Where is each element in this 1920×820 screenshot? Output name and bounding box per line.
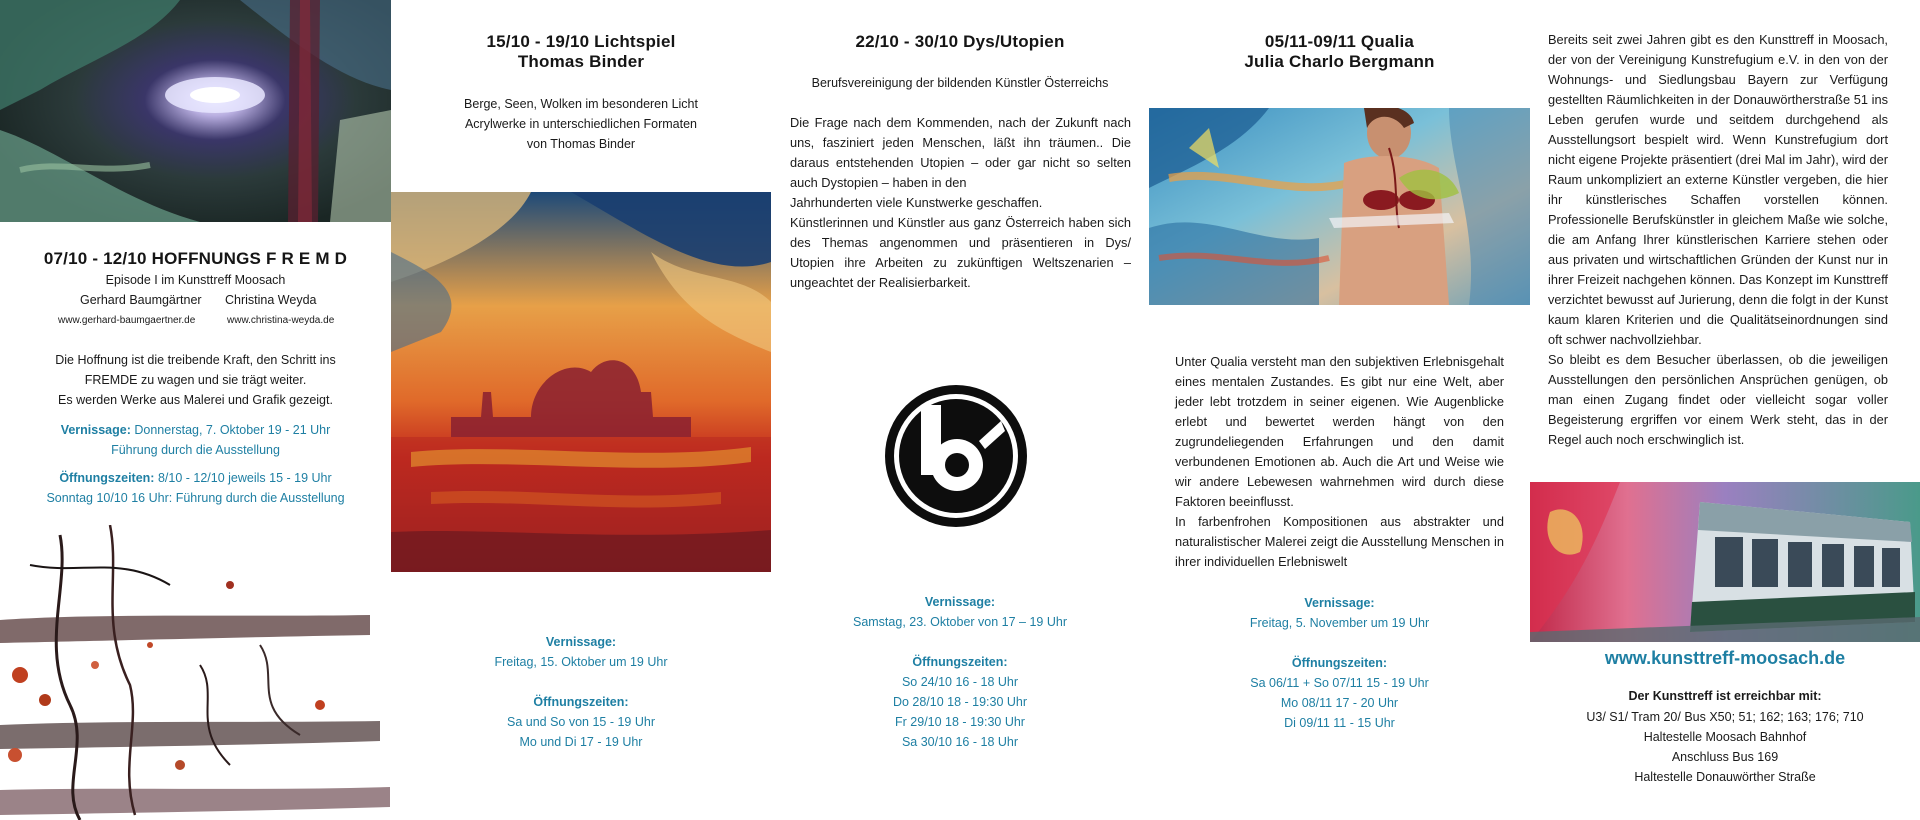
panel1-description-3: Es werden Werke aus Malerei und Grafik gezeigt. bbox=[58, 393, 333, 407]
panel1-oeffnung-label: Öffnungszeiten: bbox=[59, 471, 155, 485]
artwork-lichtspiel bbox=[391, 192, 771, 572]
panel1-vernissage-label: Vernissage: bbox=[60, 423, 131, 437]
panel3-body-1: Die Frage nach dem Kommenden, nach der Zukunft nach uns, fasziniert jeden Menschen, läßt ihn träumen.. Die daraus entstehenden Utopien – oder gar nicht so selten auch Dystopien – haben in den bbox=[790, 115, 1131, 190]
panel2-description-1: Berge, Seen, Wolken im besonderen Licht bbox=[464, 97, 698, 111]
panel4-body-2: In farbenfrohen Kompositionen aus abstrakter und naturalistischer Malerei zeigt die Ausstellung Menschen in ihrer individuellen Erlebniswelt bbox=[1175, 514, 1504, 569]
panel5-reach-2: Haltestelle Moosach Bahnhof bbox=[1643, 730, 1807, 744]
panel2-vernissage-label: Vernissage: bbox=[545, 635, 617, 649]
panel1-website-2[interactable]: www.christina-weyda.de bbox=[227, 315, 335, 326]
artwork-hoffnung-bottom bbox=[0, 525, 391, 820]
panel4-hours-2: Mo 08/11 17 - 20 Uhr bbox=[1280, 696, 1399, 710]
panel5-reach-1: U3/ S1/ Tram 20/ Bus X50; 51; 162; 163; 176; 710 bbox=[1586, 710, 1864, 724]
artwork-qualia bbox=[1149, 108, 1530, 305]
panel1-sonntag: Sonntag 10/10 16 Uhr: Führung durch die Ausstellung bbox=[46, 491, 345, 505]
panel1-description-2: FREMDE zu wagen und sie trägt weiter. bbox=[84, 373, 307, 387]
panel5-reach-3: Anschluss Bus 169 bbox=[1671, 750, 1779, 764]
panel5-body bbox=[1548, 30, 1888, 450]
panel1-vernissage bbox=[0, 420, 391, 440]
kunsttreff-logo-icon bbox=[883, 383, 1029, 529]
panel1-vernissage-text: Donnerstag, 7. Oktober 19 - 21 Uhr bbox=[134, 423, 331, 437]
panel1-description-1: Die Hoffnung ist die treibende Kraft, den Schritt ins bbox=[55, 353, 336, 367]
panel2-vernissage-text: Freitag, 15. Oktober um 19 Uhr bbox=[494, 655, 668, 669]
panel3-body-3: Künstlerinnen und Künstler aus ganz Österreich haben sich des Themas angenommen und präsentieren in Dys/ Utopien ihre Arbeiten zu zukünftigen Weltszenarien – ungeachtet der Realisierbarkeit. bbox=[790, 215, 1131, 290]
panel4-title-2: Julia Charlo Bergmann bbox=[1244, 52, 1435, 71]
panel1-oeffnungszeiten bbox=[0, 468, 391, 488]
panel2-oeffnung-label: Öffnungszeiten: bbox=[533, 695, 629, 709]
panel3-vernissage-text: Samstag, 23. Oktober von 17 – 19 Uhr bbox=[852, 615, 1067, 629]
artwork-hoffnung-top bbox=[0, 0, 391, 222]
panel4-vernissage-text: Freitag, 5. November um 19 Uhr bbox=[1249, 616, 1430, 630]
panel4-hours-3: Di 09/11 11 - 15 Uhr bbox=[1284, 716, 1395, 730]
panel3-oeffnung-label: Öffnungszeiten: bbox=[912, 655, 1008, 669]
panel3-title: 22/10 - 30/10 Dys/Utopien bbox=[855, 32, 1065, 51]
panel3-body bbox=[790, 113, 1131, 293]
panel3-vernissage-label: Vernissage: bbox=[924, 595, 996, 609]
panel3-hours-3: Fr 29/10 18 - 19:30 Uhr bbox=[895, 715, 1025, 729]
panel3-hours-1: So 24/10 16 - 18 Uhr bbox=[901, 675, 1019, 689]
artwork-tram bbox=[1530, 482, 1920, 642]
panel4-vernissage-label: Vernissage: bbox=[1304, 596, 1375, 610]
panel2-description-2: Acrylwerke in unterschiedlichen Formaten bbox=[464, 117, 698, 131]
panel3-hours-2: Do 28/10 18 - 19:30 Uhr bbox=[892, 695, 1028, 709]
panel2-hours-2: Mo und Di 17 - 19 Uhr bbox=[519, 735, 643, 749]
panel2-description-3: von Thomas Binder bbox=[526, 137, 636, 151]
panel4-hours-1: Sa 06/11 + So 07/11 15 - 19 Uhr bbox=[1250, 676, 1429, 690]
panel1-subtitle: Episode I im Kunsttreff Moosach bbox=[105, 273, 286, 287]
panel1-fuehrung: Führung durch die Ausstellung bbox=[111, 443, 280, 457]
panel2-title-1: 15/10 - 19/10 Lichtspiel bbox=[486, 32, 676, 51]
panel1-artist-1: Gerhard Baumgärtner bbox=[80, 293, 202, 307]
panel2-hours-1: Sa und So von 15 - 19 Uhr bbox=[506, 715, 655, 729]
kunsttreff-website-link[interactable]: www.kunsttreff-moosach.de bbox=[1604, 648, 1846, 668]
panel4-title-1: 05/11-09/11 Qualia bbox=[1264, 32, 1415, 51]
panel3-subtitle: Berufsvereinigung der bildenden Künstler Österreichs bbox=[811, 76, 1109, 90]
panel1-oeffnung-text: 8/10 - 12/10 jeweils 15 - 19 Uhr bbox=[157, 471, 332, 485]
panel4-oeffnung-label: Öffnungszeiten: bbox=[1291, 656, 1388, 670]
panel3-hours-4: Sa 30/10 16 - 18 Uhr bbox=[901, 735, 1019, 749]
panel2-title-2: Thomas Binder bbox=[517, 52, 645, 71]
panel3-body-2: Jahrhunderten viele Kunstwerke geschaffen. bbox=[790, 195, 1043, 210]
panel5-reach-4: Haltestelle Donauwörther Straße bbox=[1634, 770, 1816, 784]
panel1-title: 07/10 - 12/10 HOFFNUNGS F R E M D bbox=[43, 249, 348, 268]
panel5-body-1: Bereits seit zwei Jahren gibt es den Kunsttreff in Moosach, der von der Vereinigung Kunstrefugium e.V. in den von der Wohnungs- und Siedlungsbau Bayern zur Verfügung gestellten Räumlichkeiten in der Donauwörtherstraße 51 ins Leben gerufen wurde und seitdem durchgehend als Ausstellungsort bespielt wird. Wenn Kunstrefugium dort nicht eigene Projekte präsentiert (drei Mal im Jahr), wird der Raum unkompliziert an externe Künstler vergeben, die hier ihr künstlerisches Schaffen vorstellen können. Professionelle Berufskünstler in gleichem Maße wie solche, die am Anfang Ihrer künstlerischen Karriere stehen oder aus privaten und wirtschaftlichen Gründen der Kunst nur in ihrer Freizeit nachgehen können. Das Konzept im Kunsttreff verzichtet bewusst auf Jurierung, denn die folgt in der Kunst kaum klaren Kriterien und die Qualitätseinordnungen sind oft schwer nachvollziehbar. bbox=[1548, 32, 1888, 347]
panel1-artist-2: Christina Weyda bbox=[225, 293, 317, 307]
panel1-website-1[interactable]: www.gerhard-baumgaertner.de bbox=[58, 315, 196, 326]
panel4-body bbox=[1175, 352, 1504, 572]
panel5-reach-title: Der Kunsttreff ist erreichbar mit: bbox=[1628, 689, 1822, 703]
panel5-body-2: So bleibt es dem Besucher überlassen, ob die jeweiligen Ausstellungen den persönlichen Ansprüchen genügen, ob man einen Zugang findet oder vielleicht sogar voller Begeisterung ergriffen vor einem Werk steht, das in der Regel auch noch erschwinglich ist. bbox=[1548, 352, 1888, 447]
panel4-body-1: Unter Qualia versteht man den subjektiven Erlebnisgehalt eines mentalen Zustandes. Es gibt nur eine Welt, aber jeder lebt trotzdem in seiner eigenen. Wie Augenblicke erlebt und bewertet werden hängt von den zugrundeliegenden Erfahrungen und den damit verbundenen Emotionen ab. Auch die Art und Weise wie wir andere Lebewesen wahrnehmen wird durch diese Faktoren beeinflusst. bbox=[1175, 354, 1504, 509]
